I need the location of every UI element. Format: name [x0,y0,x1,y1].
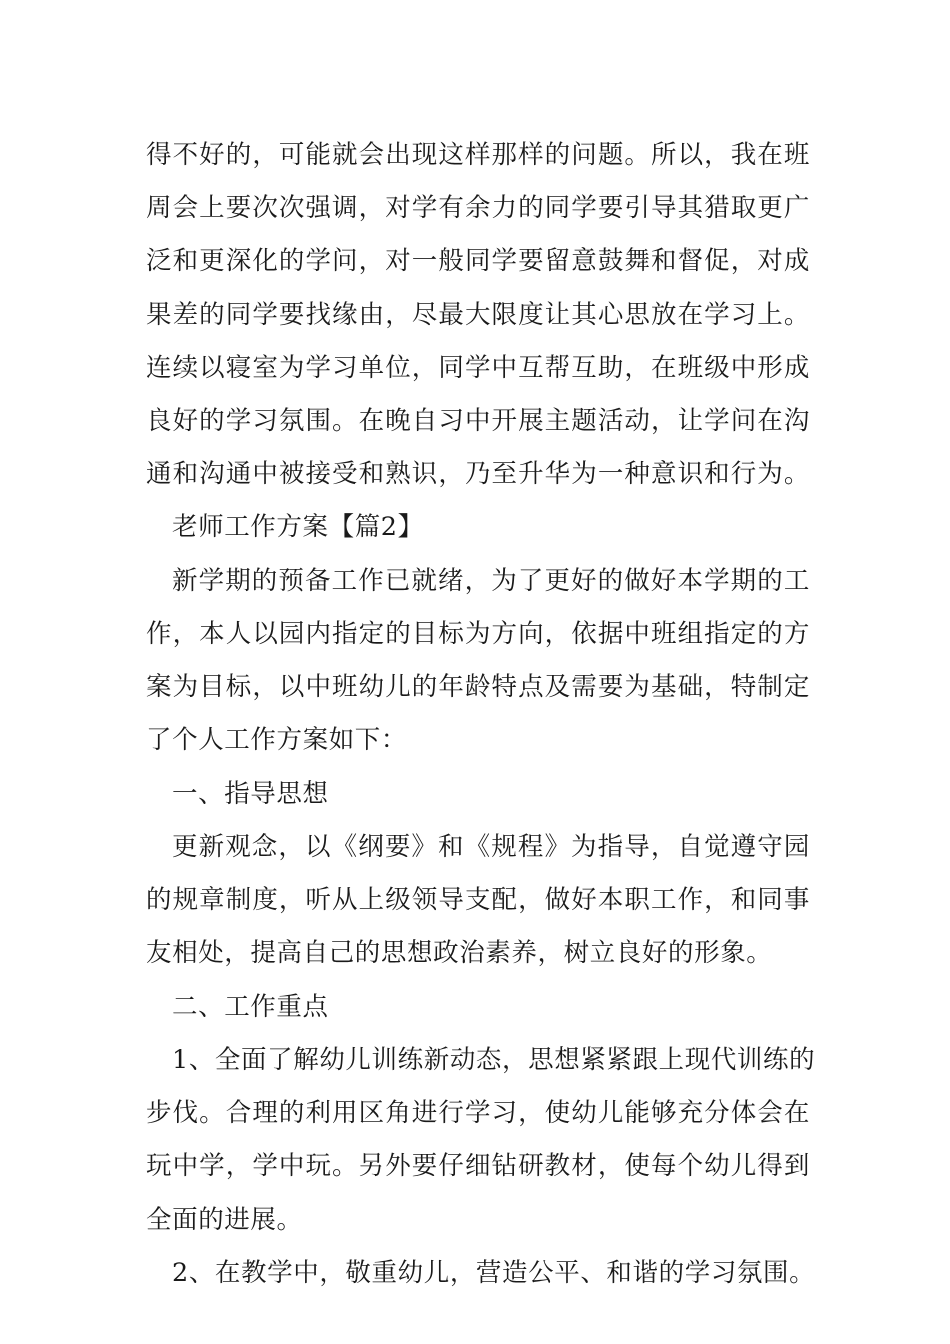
body-text-line: 步伐。合理的利用区角进行学习，使幼儿能够充分体会在 [146,1098,810,1128]
body-text-line: 2、在教学中，敬重幼儿，营造公平、和谐的学习氛围。 [172,1258,816,1288]
subsection-heading: 二、工作重点 [172,992,329,1022]
body-text-line: 1、全面了解幼儿训练新动态，思想紧紧跟上现代训练的 [172,1045,816,1075]
body-text-line: 案为目标，以中班幼儿的年龄特点及需要为基础，特制定 [146,672,810,702]
subsection-heading: 一、指导思想 [172,779,329,809]
body-text-line: 了个人工作方案如下： [146,725,408,755]
body-text-line: 通和沟通中被接受和熟识，乃至升华为一种意识和行为。 [146,459,810,489]
body-text-line: 友相处，提高自己的思想政治素养，树立良好的形象。 [146,938,773,968]
body-text-line: 果差的同学要找缘由，尽最大限度让其心思放在学习上。 [146,300,810,330]
body-text-line: 得不好的，可能就会出现这样那样的问题。所以，我在班 [146,140,810,170]
body-text-line: 新学期的预备工作已就绪，为了更好的做好本学期的工 [172,566,810,596]
body-text-line: 泛和更深化的学问，对一般同学要留意鼓舞和督促，对成 [146,246,810,276]
body-text-line: 周会上要次次强调，对学有余力的同学要引导其猎取更广 [146,193,810,223]
body-text-line: 全面的进展。 [146,1205,303,1235]
body-text-line: 玩中学，学中玩。另外要仔细钻研教材，使每个幼儿得到 [146,1151,810,1181]
body-text-line: 连续以寝室为学习单位，同学中互帮互助，在班级中形成 [146,353,810,383]
section-heading: 老师工作方案【篇2】 [172,512,424,542]
body-text-line: 的规章制度，听从上级领导支配，做好本职工作，和同事 [146,885,810,915]
body-text-line: 更新观念，以《纲要》和《规程》为指导，自觉遵守园 [172,832,810,862]
body-text-line: 良好的学习氛围。在晚自习中开展主题活动，让学问在沟 [146,406,810,436]
body-text-line: 作，本人以园内指定的目标为方向，依据中班组指定的方 [146,619,810,649]
